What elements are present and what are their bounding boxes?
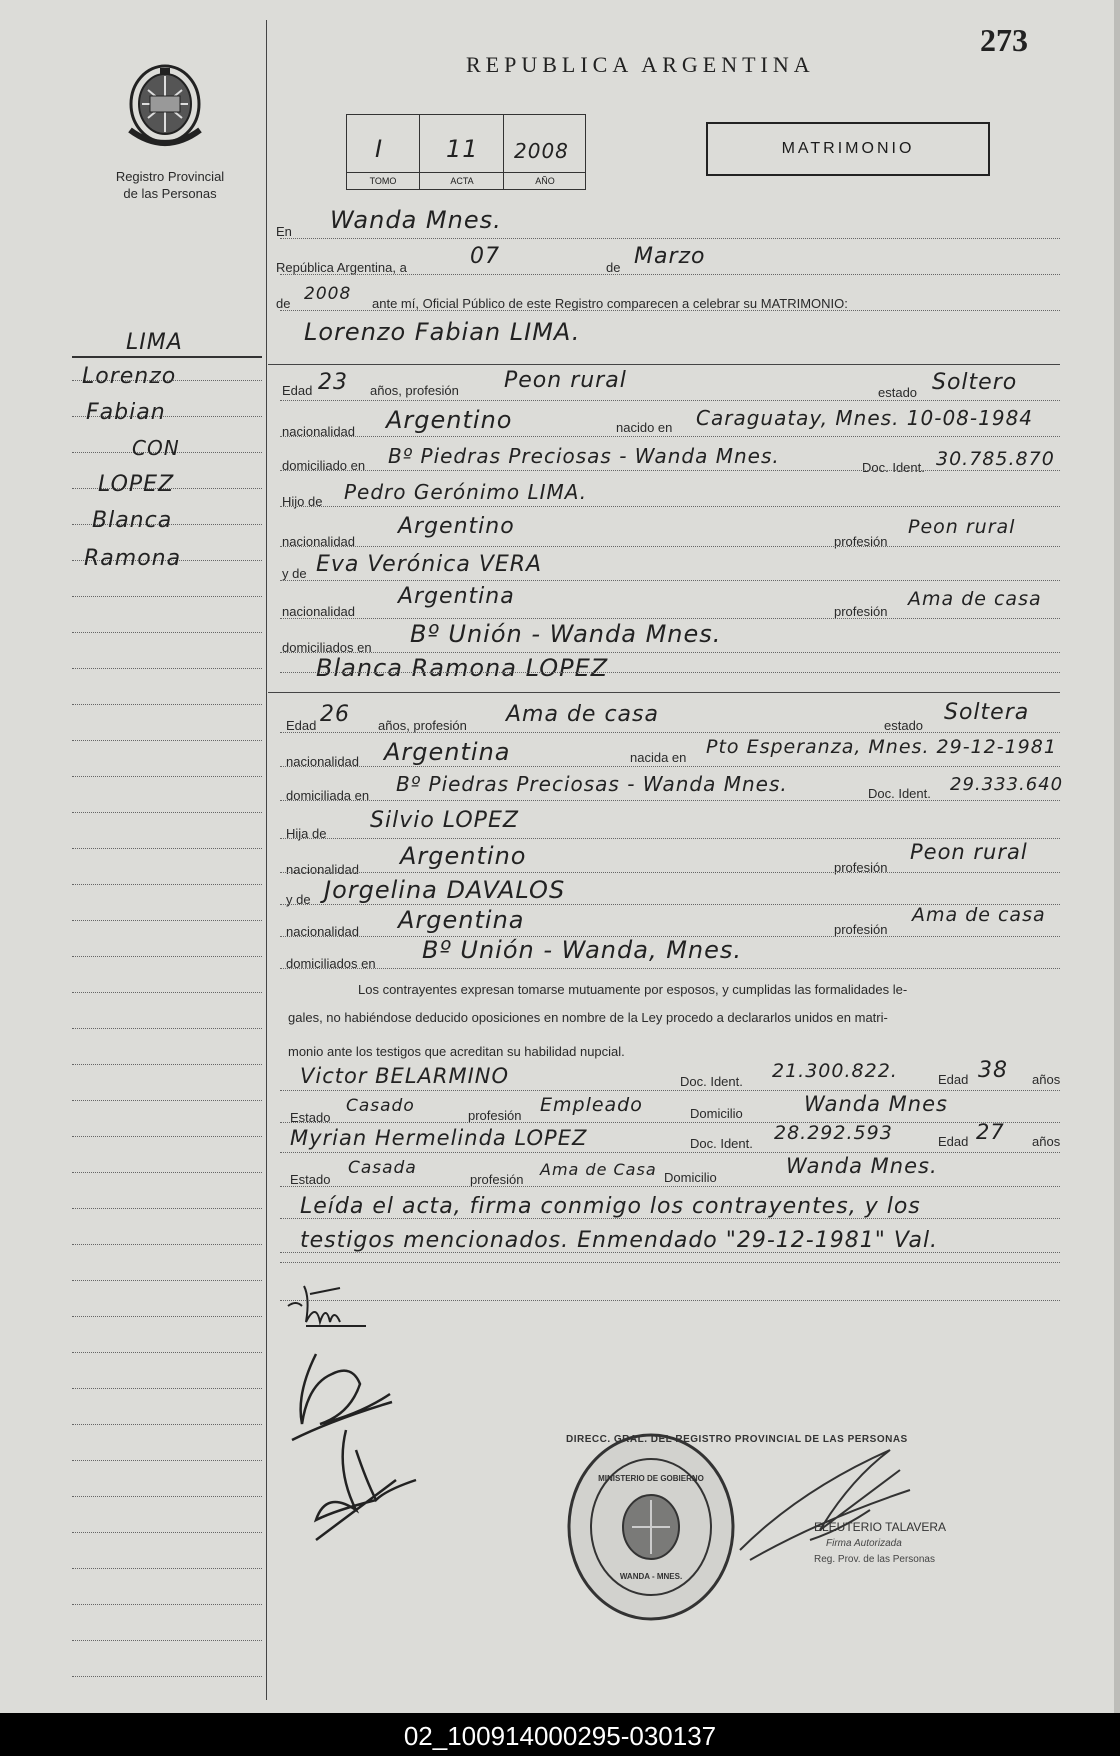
bride-edad-label: Edad	[286, 718, 317, 733]
bride-estado: Soltera	[944, 700, 1030, 725]
margin-rule	[266, 20, 267, 1700]
bride-section-rule	[268, 692, 1060, 693]
sidebar-rule	[72, 1424, 262, 1425]
act-type: MATRIMONIO	[781, 140, 915, 157]
form-rule	[280, 732, 1060, 733]
groom-estado: Soltero	[932, 370, 1018, 395]
sidebar-rule	[72, 920, 262, 921]
groom-nationality: Argentino	[386, 406, 513, 434]
seal-bottom-text: WANDA - MNES.	[619, 1572, 683, 1581]
groom-mother-nac-label: nacionalidad	[282, 604, 356, 619]
tomo-cell	[347, 115, 419, 189]
form-rule	[280, 936, 1060, 937]
provincial-coat-of-arms-icon	[120, 60, 210, 156]
form-rule	[280, 1152, 1060, 1153]
sidebar-rule	[72, 1316, 262, 1317]
declaration-line-3: monio ante los testigos que acreditan su habilidad nupcial.	[288, 1044, 625, 1059]
sidebar-rule	[72, 848, 262, 849]
bride-father: Silvio LOPEZ	[370, 808, 519, 833]
sidebar-rule	[72, 1496, 262, 1497]
seal-inner-text: MINISTERIO DE GOBIERNO	[598, 1474, 704, 1483]
witness2-estado: Casada	[348, 1158, 417, 1178]
page-number: 273	[980, 22, 1028, 58]
bride-mother-prof-label: profesión	[834, 922, 888, 937]
groom-domiciliado-label: domiciliado en	[282, 458, 366, 473]
sidebar-rule	[72, 596, 262, 597]
witness2-profesion-label: profesión	[470, 1172, 524, 1187]
witness2-doc: 28.292.593	[774, 1122, 893, 1144]
groom-age: 23	[318, 370, 348, 395]
tomo-value: I	[375, 135, 384, 163]
ano-value: 2008	[514, 139, 569, 163]
bride-doc: 29.333.640	[950, 774, 1064, 795]
groom-doc-label: Doc. Ident.	[862, 460, 925, 475]
bride-domiciliada-label: domiciliada en	[286, 788, 370, 803]
bride-doc-label: Doc. Ident.	[868, 786, 931, 801]
sidebar-name: CON	[132, 436, 180, 460]
marriage-day: 07	[470, 244, 500, 269]
witness2-profession: Ama de Casa	[540, 1160, 657, 1179]
form-rule	[280, 1090, 1060, 1091]
bride-hija-label: Hija de	[286, 826, 327, 841]
groom-mother-nationality: Argentina	[398, 584, 515, 609]
sidebar-rule	[72, 1604, 262, 1605]
groom-birthplace: Caraguatay, Mnes. 10-08-1984	[696, 406, 1034, 430]
sidebar-rule	[72, 812, 262, 813]
witness1-estado-label: Estado	[290, 1110, 331, 1125]
sidebar-rule	[72, 1064, 262, 1065]
groom-edad-label: Edad	[282, 383, 313, 398]
groom-mother: Eva Verónica VERA	[316, 552, 543, 577]
text-rule	[280, 1262, 1060, 1263]
bride-mother-nationality: Argentina	[398, 906, 525, 934]
witness2-doc-label: Doc. Ident.	[690, 1136, 753, 1151]
groom-father-profession: Peon rural	[908, 516, 1016, 538]
acta-cell	[419, 115, 504, 189]
sidebar-rule	[72, 992, 262, 993]
bride-father-nac-label: nacionalidad	[286, 862, 360, 877]
form-rule	[280, 1186, 1060, 1187]
groom-section-rule	[268, 364, 1060, 365]
form-rule	[280, 838, 1060, 839]
sidebar-rule	[72, 1532, 262, 1533]
bride-nacida-label: nacida en	[630, 750, 687, 765]
sidebar-rule	[72, 1208, 262, 1209]
groom-hijo-label: Hijo de	[282, 494, 323, 509]
sidebar-rule	[72, 1100, 262, 1101]
witness1-age: 38	[978, 1058, 1008, 1083]
tomo-label: TOMO	[347, 172, 419, 189]
sidebar-rule	[72, 1460, 262, 1461]
groom-parents-dom-label: domiciliados en	[282, 640, 372, 655]
act-type-box	[706, 122, 990, 176]
sidebar-rule	[72, 1676, 262, 1677]
groom-father-prof-label: profesión	[834, 534, 888, 549]
bride-parents-address: Bº Unión - Wanda, Mnes.	[422, 936, 743, 964]
sidebar-rule	[72, 1172, 262, 1173]
closing-line-2: testigos mencionados. Enmendado "29-12-1981" Val.	[300, 1228, 939, 1253]
sidebar-name: Lorenzo	[82, 364, 177, 389]
registry-name	[70, 168, 270, 202]
sidebar-name: LIMA	[126, 330, 183, 355]
officer-office: Reg. Prov. de las Personas	[814, 1554, 935, 1565]
form-rule	[280, 800, 1060, 801]
bride-yde-label: y de	[286, 892, 311, 907]
document-code: 02_100914000295-030137	[403, 1721, 717, 1751]
form-rule	[280, 1252, 1060, 1253]
groom-doc: 30.785.870	[936, 448, 1055, 470]
bride-mother-nac-label: nacionalidad	[286, 924, 360, 939]
ano-cell	[503, 115, 586, 189]
witness2-estado-label: Estado	[290, 1172, 331, 1187]
sidebar-rule	[72, 1028, 262, 1029]
form-rule	[280, 310, 1060, 311]
marriage-month: Marzo	[634, 244, 706, 269]
officer-role: Firma Autorizada	[826, 1538, 902, 1549]
groom-mother-profession: Ama de casa	[908, 588, 1042, 610]
form-rule	[280, 436, 1060, 437]
witness1-doc-label: Doc. Ident.	[680, 1074, 743, 1089]
witness2-anos-label: años	[1032, 1134, 1061, 1149]
groom-father-nationality: Argentino	[398, 514, 515, 539]
sidebar-rule	[72, 1568, 262, 1569]
sidebar-rule	[72, 956, 262, 957]
declaration-line-2: gales, no habiéndose deducido oposiciones en nombre de la Ley procedo a declararlos unidos en matri-	[288, 1010, 888, 1025]
republica-label: República Argentina, a	[276, 260, 407, 275]
form-rule	[280, 580, 1060, 581]
officer-name: ELEUTERIO TALAVERA	[814, 1520, 947, 1534]
witness1-domicilio-label: Domicilio	[690, 1106, 743, 1121]
bride-profession: Ama de casa	[506, 702, 659, 727]
declaration-line-1: Los contrayentes expresan tomarse mutuamente por esposos, y cumplidas las formalidades le-	[358, 982, 908, 997]
closing-line-1: Leída el acta, firma conmigo los contrayentes, y los	[300, 1194, 921, 1219]
act-number-box	[346, 114, 586, 190]
sidebar-rule	[72, 704, 262, 705]
en-label: En	[276, 224, 292, 239]
sidebar-rule	[72, 1640, 262, 1641]
form-rule	[280, 1218, 1060, 1219]
bride-address: Bº Piedras Preciosas - Wanda Mnes.	[396, 772, 788, 796]
witness2-name: Myrian Hermelinda LOPEZ	[290, 1126, 588, 1150]
sidebar-rule	[72, 1280, 262, 1281]
groom-address: Bº Piedras Preciosas - Wanda Mnes.	[388, 444, 780, 468]
acta-value: 11	[446, 135, 479, 163]
witness1-estado: Casado	[346, 1096, 415, 1116]
sidebar-name: Fabian	[86, 400, 166, 425]
seal-outer-text: DIRECC. GRAL. DEL REGISTRO PROVINCIAL DE LAS PERSONAS	[566, 1434, 908, 1445]
form-rule	[280, 1122, 1060, 1123]
witness2-age: 27	[976, 1120, 1005, 1144]
ante-text: ante mí, Oficial Público de este Registro comparecen a celebrar su MATRIMONIO:	[372, 296, 848, 311]
groom-nacido-label: nacido en	[616, 420, 673, 435]
form-rule	[280, 400, 1060, 401]
country-heading: REPUBLICA ARGENTINA	[466, 52, 815, 77]
form-rule	[280, 766, 1060, 767]
sidebar-rule	[72, 740, 262, 741]
groom-father: Pedro Gerónimo LIMA.	[344, 480, 588, 504]
sidebar-rule	[72, 1136, 262, 1137]
sidebar-name: Ramona	[84, 546, 182, 571]
sidebar-name: Blanca	[92, 508, 173, 533]
sidebar-rule	[72, 776, 262, 777]
ano-label: AÑO	[504, 172, 586, 189]
sidebar-rule	[72, 668, 262, 669]
bride-nationality: Argentina	[384, 738, 511, 766]
sidebar-rule	[72, 632, 262, 633]
signature-1-icon	[280, 1276, 400, 1346]
sidebar-rule	[72, 1388, 262, 1389]
bride-parents-dom-label: domiciliados en	[286, 956, 376, 971]
form-rule	[280, 274, 1060, 275]
form-rule	[280, 968, 1060, 969]
witness1-profesion-label: profesión	[468, 1108, 522, 1123]
witness1-anos-label: años	[1032, 1072, 1061, 1087]
groom-parents-address: Bº Unión - Wanda Mnes.	[410, 620, 722, 648]
bride-nacionalidad-label: nacionalidad	[286, 754, 360, 769]
witness1-name: Victor BELARMINO	[300, 1064, 510, 1088]
signature-3-icon	[296, 1420, 456, 1550]
sidebar-rule	[72, 884, 262, 885]
groom-nacionalidad-label: nacionalidad	[282, 424, 356, 439]
form-rule	[280, 506, 1060, 507]
witness2-address: Wanda Mnes.	[786, 1154, 938, 1178]
witness2-edad-label: Edad	[938, 1134, 969, 1149]
groom-full-name: Lorenzo Fabian LIMA.	[304, 318, 581, 346]
bride-mother-profession: Ama de casa	[912, 904, 1046, 926]
witness1-address: Wanda Mnes	[804, 1092, 948, 1116]
groom-profession-label: años, profesión	[370, 383, 459, 398]
form-rule	[280, 872, 1060, 873]
bride-profession-label: años, profesión	[378, 718, 467, 733]
groom-estado-label: estado	[878, 385, 918, 400]
bride-father-prof-label: profesión	[834, 860, 888, 875]
sidebar-underline	[72, 356, 262, 358]
form-rule	[280, 470, 1060, 471]
bride-father-profession: Peon rural	[910, 840, 1028, 864]
form-rule	[280, 672, 1060, 673]
witness1-profession: Empleado	[540, 1094, 643, 1116]
scan-footer	[0, 1713, 1120, 1756]
bride-full-name: Blanca Ramona LOPEZ	[316, 654, 609, 682]
form-rule	[280, 238, 1060, 239]
de-label: de	[606, 260, 621, 275]
form-rule	[280, 652, 1060, 653]
registry-line-1: Registro Provincial	[115, 169, 225, 184]
witness2-domicilio-label: Domicilio	[664, 1170, 717, 1185]
bride-birthplace: Pto Esperanza, Mnes. 29-12-1981	[706, 736, 1057, 758]
de2-label: de	[276, 296, 291, 311]
sidebar-rule	[72, 1352, 262, 1353]
bride-estado-label: estado	[884, 718, 924, 733]
bride-age: 26	[320, 702, 350, 727]
form-rule	[280, 618, 1060, 619]
form-rule	[280, 546, 1060, 547]
registry-line-2: de las Personas	[123, 186, 217, 201]
marriage-year: 2008	[304, 284, 352, 304]
sidebar-name: LOPEZ	[98, 472, 175, 497]
acta-label: ACTA	[420, 172, 504, 189]
groom-mother-prof-label: profesión	[834, 604, 888, 619]
groom-father-nac-label: nacionalidad	[282, 534, 356, 549]
sidebar-rule	[72, 1244, 262, 1245]
bride-father-nationality: Argentino	[400, 842, 527, 870]
groom-yde-label: y de	[282, 566, 307, 581]
witness1-edad-label: Edad	[938, 1072, 969, 1087]
bride-mother: Jorgelina DAVALOS	[324, 876, 566, 904]
marriage-place: Wanda Mnes.	[330, 206, 502, 234]
groom-profession: Peon rural	[504, 368, 627, 393]
witness1-doc: 21.300.822.	[772, 1060, 898, 1082]
form-rule	[280, 904, 1060, 905]
